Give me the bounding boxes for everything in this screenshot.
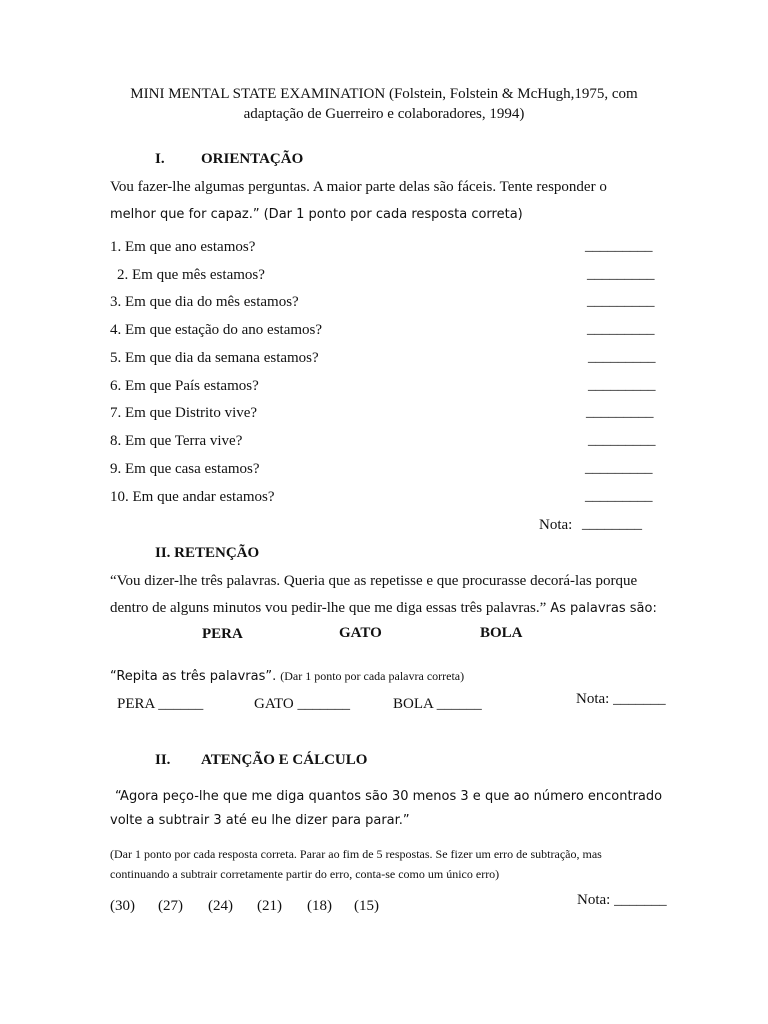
- word-bola: BOLA: [480, 625, 523, 641]
- document-title-line1: MINI MENTAL STATE EXAMINATION (Folstein, Folstein & McHugh,1975, com: [130, 86, 638, 102]
- orientation-intro-quote: melhor que for capaz.”: [110, 207, 260, 222]
- attention-instruction-line2: volte a subtrair 3 até eu lhe dizer para parar.”: [110, 813, 410, 828]
- answer-blank[interactable]: _________: [587, 321, 655, 337]
- answer-blank[interactable]: _________: [587, 266, 655, 282]
- retention-intro-line1: “Vou dizer-lhe três palavras. Queria que as repetisse e que procurasse decorá-las porque: [110, 573, 638, 589]
- question-item: 9. Em que casa estamos?: [110, 461, 260, 477]
- repeat-scoring-note: (Dar 1 ponto por cada palavra correta): [280, 669, 465, 683]
- retention-words-label: As palavras são:: [550, 601, 657, 616]
- sequence-item: (24): [208, 898, 233, 914]
- section-number: I.: [155, 151, 165, 167]
- question-item: 4. Em que estação do ano estamos?: [110, 322, 323, 338]
- orientation-scoring-note: (Dar 1 ponto por cada resposta correta): [263, 207, 523, 222]
- question-item: 7. Em que Distrito vive?: [110, 405, 258, 421]
- sequence-item: (27): [158, 898, 183, 914]
- sequence-item: (15): [354, 898, 379, 914]
- answer-blank[interactable]: _________: [588, 349, 656, 365]
- question-item: 1. Em que ano estamos?: [110, 239, 256, 255]
- attention-score[interactable]: Nota: _______: [577, 892, 667, 908]
- section-heading-attention: ATENÇÃO E CÁLCULO: [201, 752, 368, 768]
- retention-intro-quote: dentro de alguns minutos vou pedir-lhe que me diga essas três palavras.”: [110, 600, 547, 616]
- repeat-instruction: “Repita as três palavras”.: [110, 669, 277, 684]
- answer-blank[interactable]: _________: [585, 238, 653, 254]
- orientation-intro-line1: Vou fazer-lhe algumas perguntas. A maior parte delas são fáceis. Tente responder o: [110, 179, 607, 195]
- attention-note-line2: continuando a subtrair corretamente partir do erro, conta-se como um único erro): [110, 867, 500, 881]
- repeat-instruction-line: [110, 667, 464, 685]
- question-item: 2. Em que mês estamos?: [117, 267, 265, 283]
- section-heading-retention: II. RETENÇÃO: [155, 545, 260, 561]
- answer-blank[interactable]: _________: [585, 460, 653, 476]
- score-label: Nota:: [539, 517, 573, 533]
- score-blank[interactable]: ________: [582, 516, 642, 532]
- attention-instruction-text1: “Agora peço-lhe que me diga quantos são 30 menos 3 e que ao número encontrado: [115, 789, 663, 804]
- sequence-item: (18): [307, 898, 332, 914]
- answer-blank[interactable]: _________: [588, 377, 656, 393]
- section-heading-orientation: ORIENTAÇÃO: [201, 151, 304, 167]
- attention-instruction-line1: [110, 787, 662, 805]
- answer-blank[interactable]: _________: [588, 432, 656, 448]
- orientation-intro-line2: [110, 205, 523, 223]
- sequence-item: (21): [257, 898, 282, 914]
- word-pera: PERA: [202, 626, 243, 642]
- document-title-line2: adaptação de Guerreiro e colaboradores, 1994): [243, 106, 525, 122]
- answer-bola[interactable]: BOLA ______: [393, 696, 482, 712]
- answer-pera[interactable]: PERA ______: [117, 696, 204, 712]
- word-gato: GATO: [339, 625, 382, 641]
- question-item: 3. Em que dia do mês estamos?: [110, 294, 299, 310]
- answer-blank[interactable]: _________: [586, 404, 654, 420]
- sequence-item: (30): [110, 898, 135, 914]
- question-item: 10. Em que andar estamos?: [110, 489, 275, 505]
- question-item: 8. Em que Terra vive?: [110, 433, 243, 449]
- answer-blank[interactable]: _________: [585, 488, 653, 504]
- question-item: 5. Em que dia da semana estamos?: [110, 350, 319, 366]
- answer-gato[interactable]: GATO _______: [254, 696, 350, 712]
- retention-intro-line2: [110, 599, 657, 617]
- answer-blank[interactable]: _________: [587, 293, 655, 309]
- retention-score[interactable]: Nota: _______: [576, 691, 666, 707]
- attention-note-line1: (Dar 1 ponto por cada resposta correta. Parar ao fim de 5 respostas. Se fizer um erro de subtração, mas: [110, 847, 602, 861]
- question-item: 6. Em que País estamos?: [110, 378, 259, 394]
- section-number-attention: II.: [155, 752, 171, 768]
